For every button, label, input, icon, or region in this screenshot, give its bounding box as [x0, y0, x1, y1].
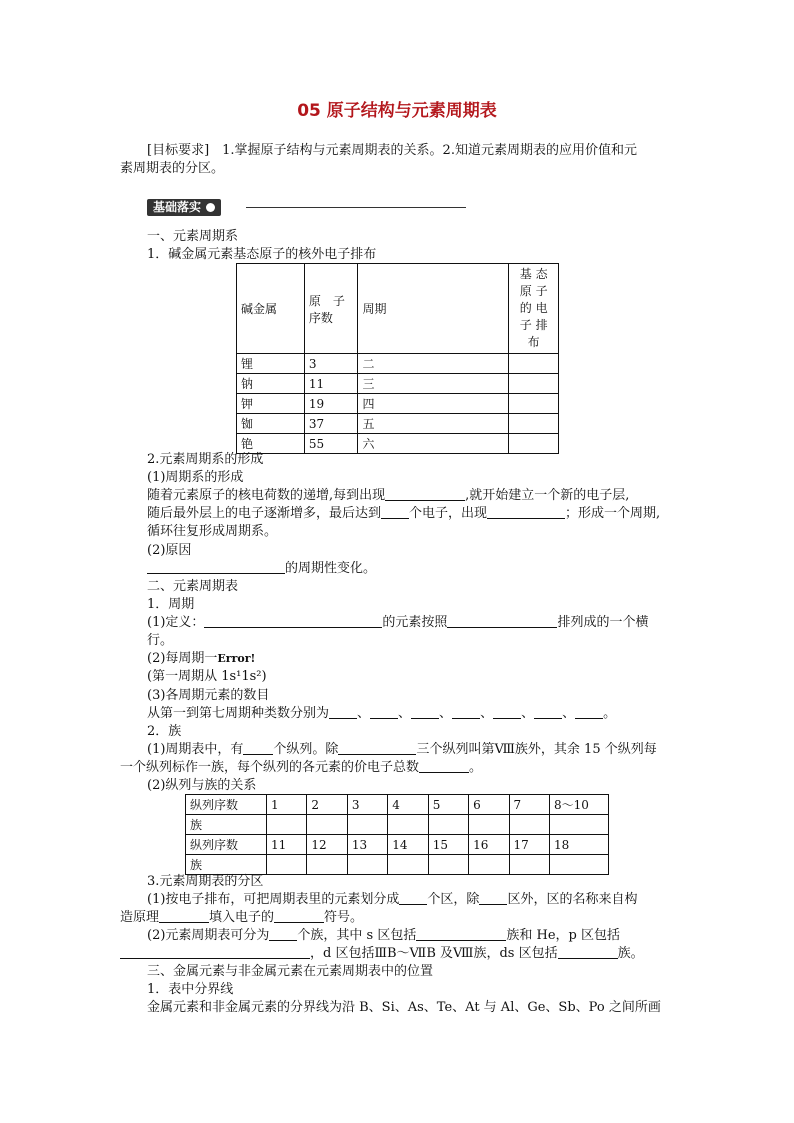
- fill-blank[interactable]: [147, 560, 285, 574]
- paragraph-line: (第一周期从 1s¹1s²): [147, 669, 267, 684]
- table-row: 钠 11 三: [237, 374, 559, 394]
- table-row: 铷 37 五: [237, 414, 559, 434]
- paragraph-line: (1)定义： 的元素按照 排列成的一个横: [147, 615, 649, 630]
- paragraph-line: 一个纵列标作一族，每个纵列的各元素的价电子总数 。: [120, 760, 483, 775]
- fill-blank[interactable]: [159, 909, 209, 923]
- paragraph-line: 随着元素原子的核电荷数的递增,每到出现 ,就开始建立一个新的电子层,: [147, 488, 630, 503]
- paragraph-line: 的周期性变化。: [147, 559, 677, 578]
- heading-3: 三、金属元素与非金属元素在元素周期表中的位置: [147, 964, 434, 979]
- fill-blank[interactable]: [120, 945, 310, 959]
- table1-header: 原 子 序数: [304, 264, 358, 354]
- paragraph-line: (2)每周期一Error!: [147, 651, 256, 666]
- table-row: 族: [186, 815, 609, 835]
- table1-header: 周期: [358, 264, 509, 354]
- fill-blank[interactable]: [243, 741, 273, 755]
- heading-2-2: 2．族: [147, 724, 182, 739]
- fill-blank[interactable]: [447, 614, 557, 628]
- heading-1-1: 1．碱金属元素基态原子的核外电子排布: [147, 247, 377, 262]
- heading-2-3: 3.元素周期表的分区: [147, 874, 264, 889]
- section-bar-label: 基础落实: [153, 200, 202, 214]
- table-row: 纵列序数 1 2 3 4 5 6 7 8～10: [186, 795, 609, 815]
- table1-header: 基 态 原 子 的 电 子 排 布: [509, 264, 559, 354]
- sub-heading: (2)原因: [147, 543, 192, 558]
- paragraph-line: ，d 区包括ⅢB～ⅦB 及Ⅷ族，ds 区包括 族。: [120, 944, 650, 963]
- fill-blank[interactable]: [381, 505, 409, 519]
- fill-blank[interactable]: [329, 705, 357, 719]
- table-row: 纵列序数 11 12 13 14 15 16 17 18: [186, 835, 609, 855]
- fill-blank[interactable]: [399, 891, 427, 905]
- paragraph-line: 金属元素和非金属元素的分界线为沿 B、Si、As、Te、At 与 Al、Ge、Sb、Po 之间所画: [147, 1000, 661, 1015]
- table-row: 族: [186, 855, 609, 875]
- fill-blank[interactable]: [370, 705, 398, 719]
- fill-blank[interactable]: [274, 909, 324, 923]
- objective-line-1: [目标要求] 1.掌握原子结构与元素周期表的关系。2.知道元素周期表的应用价值和元: [147, 143, 637, 158]
- paragraph-line: 行。: [147, 633, 174, 648]
- page-title: 05 原子结构与元素周期表: [297, 101, 497, 121]
- fill-blank[interactable]: [269, 927, 297, 941]
- heading-2-1: 1．周期: [147, 597, 195, 612]
- table1-header: 碱金属: [237, 264, 305, 354]
- fill-blank[interactable]: [204, 614, 382, 628]
- paragraph-line: (1)按电子排布，可把周期表里的元素划分成 个区，除 区外，区的名称来自构: [147, 892, 638, 907]
- section-divider: [246, 207, 466, 208]
- heading-2: 二、元素周期表: [147, 579, 239, 594]
- fill-blank[interactable]: [411, 705, 439, 719]
- table-row: 锂 3 二: [237, 354, 559, 374]
- paragraph-line: 造原理 填入电子的 符号。: [120, 910, 364, 925]
- fill-blank[interactable]: [558, 945, 618, 959]
- fill-blank[interactable]: [338, 741, 416, 755]
- paragraph-line: (1)周期表中，有 个纵列。除 三个纵列叫第Ⅷ族外，其余 15 个纵列每: [147, 742, 657, 757]
- paragraph-line: 循环往复形成周期系。: [147, 524, 278, 539]
- sub-heading: (2)纵列与族的关系: [147, 778, 257, 793]
- fill-blank[interactable]: [452, 705, 480, 719]
- sub-heading: (3)各周期元素的数目: [147, 688, 270, 703]
- paragraph-line: 随后最外层上的电子逐渐增多，最后达到 个电子，出现 ；形成一个周期,: [147, 506, 661, 521]
- sub-heading: (1)周期系的形成: [147, 470, 244, 485]
- heading-1: 一、元素周期系: [147, 229, 239, 244]
- objective-line-2: 素周期表的分区。: [120, 161, 225, 176]
- alkali-table: [236, 263, 559, 454]
- fill-blank[interactable]: [479, 891, 507, 905]
- fill-blank[interactable]: [534, 705, 562, 719]
- fill-blank[interactable]: [575, 705, 603, 719]
- heading-1-2: 2.元素周期系的形成: [147, 452, 264, 467]
- fill-blank[interactable]: [419, 759, 469, 773]
- paragraph-line: 从第一到第七周期种类数分别为 、 、 、 、 、 、 。: [147, 706, 617, 721]
- fill-blank[interactable]: [385, 487, 465, 501]
- heading-3-1: 1．表中分界线: [147, 982, 234, 997]
- column-group-table: [185, 794, 609, 875]
- table-row: 铯 55 六: [237, 434, 559, 454]
- table-row: 钾 19 四: [237, 394, 559, 414]
- fill-blank[interactable]: [416, 927, 506, 941]
- bullet-icon: [206, 203, 215, 212]
- section-bar: [147, 199, 221, 216]
- paragraph-line: (2)元素周期表可分为 个族，其中 s 区包括 族和 He，p 区包括: [147, 928, 620, 943]
- fill-blank[interactable]: [493, 705, 521, 719]
- fill-blank[interactable]: [487, 505, 565, 519]
